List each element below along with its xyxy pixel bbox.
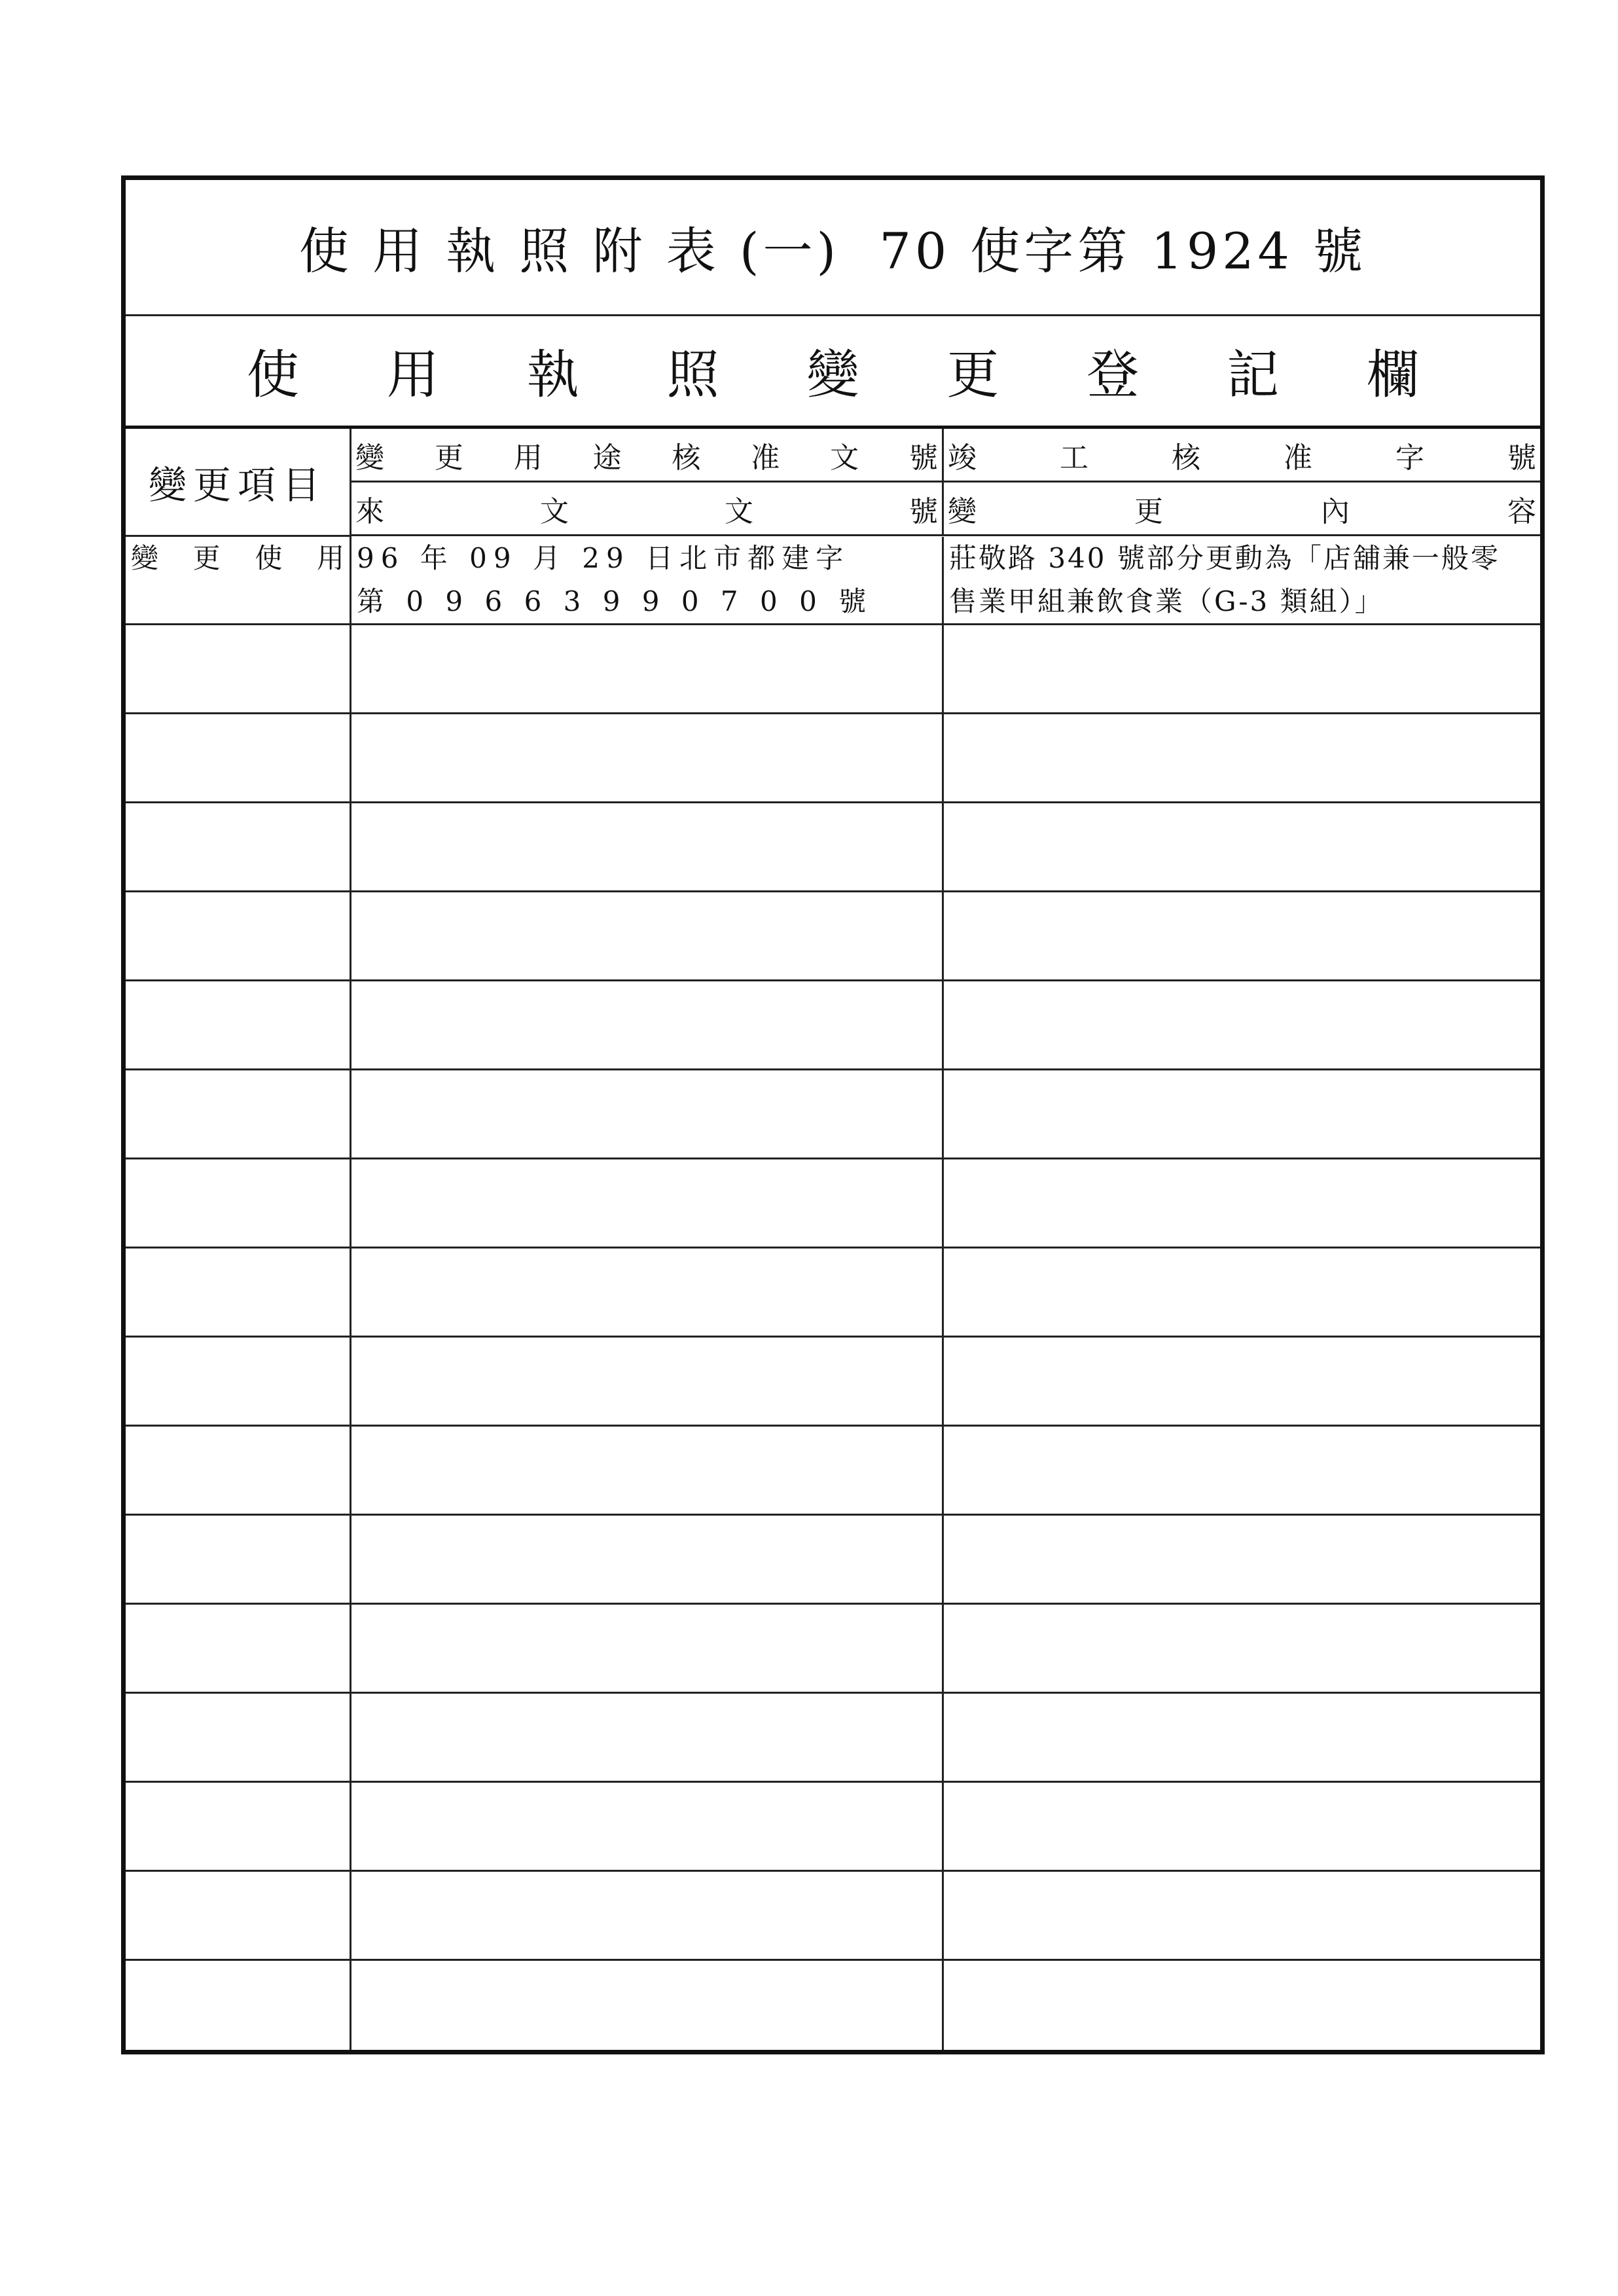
change-content-line-1: 莊敬路 340 號部分更動為「店舖兼一般零 [949,542,1500,574]
empty-cell [944,1338,1540,1425]
empty-cell [126,981,351,1068]
empty-cell [126,1783,351,1870]
form-title-text: 使 用 執 照 附 表 (一) 70 使字第 1924 號 [298,222,1367,280]
header-char: 核 [672,441,701,475]
table-row [126,537,1540,625]
item-char: 更 [192,542,221,574]
empty-cell [351,1694,944,1781]
subtitle-char: 變 [806,344,859,405]
header-char: 准 [1284,441,1312,475]
header-char: 內 [1321,494,1350,528]
empty-cell [126,892,351,979]
table-row [126,1516,1540,1605]
header-char: 更 [434,441,463,475]
header-char: 文 [830,441,859,475]
table-row [126,1605,1540,1694]
table-row [126,892,1540,981]
header-incoming-doc-no [351,483,944,536]
form-subtitle [126,314,1540,429]
subtitle-char: 登 [1087,344,1140,405]
subtitle-char: 更 [946,344,999,405]
subtitle-char: 用 [386,344,439,405]
empty-cell [944,1070,1540,1157]
empty-cell [944,625,1540,712]
table-row [126,1872,1540,1961]
table-row [126,714,1540,803]
table-row [126,803,1540,892]
empty-cell [126,1338,351,1425]
doc-no-cell [351,537,944,623]
header-char: 號 [908,441,938,475]
item-char: 用 [316,542,344,574]
empty-cell [944,1694,1540,1781]
header-change-item-label: 變更項目 [148,463,327,507]
table-row [126,1338,1540,1427]
empty-cell [126,1872,351,1959]
table-row [126,1427,1540,1516]
empty-cell [944,1516,1540,1603]
table-row [126,1248,1540,1338]
empty-cell [351,981,944,1068]
empty-cell [351,625,944,712]
header-char: 號 [909,494,938,528]
header-char: 變 [355,441,384,475]
empty-cell [944,714,1540,801]
empty-cell [351,1516,944,1603]
empty-cell [944,1872,1540,1959]
empty-cell [351,803,944,890]
header-char: 核 [1172,441,1200,475]
empty-cell [351,1338,944,1425]
item-char: 使 [255,542,283,574]
subtitle-char: 執 [526,344,579,405]
header-char: 容 [1507,494,1536,528]
doc-no-line-2: 第 0 9 6 6 3 9 9 0 7 0 0 號 [357,585,873,617]
empty-cell [126,714,351,801]
header-char: 來 [355,494,384,528]
empty-cell [351,1248,944,1336]
header-char: 字 [1395,441,1424,475]
header-char: 途 [592,441,622,475]
table-row [126,1159,1540,1248]
header-change-item [126,429,351,537]
empty-cell [351,714,944,801]
change-content-line-2: 售業甲組兼飲食業（G-3 類組）」 [949,585,1384,617]
empty-cell [944,1605,1540,1692]
empty-cell [351,892,944,979]
empty-cell [944,1961,1540,2050]
empty-cell [944,892,1540,979]
empty-cell [126,1605,351,1692]
header-completion-no [944,429,1540,483]
subtitle-char: 欄 [1367,344,1419,405]
empty-cell [351,1427,944,1514]
header-char: 變 [948,494,977,528]
header-char: 號 [1507,441,1536,475]
table-row [126,625,1540,714]
usage-license-form [121,175,1545,2054]
empty-cell [126,1248,351,1336]
empty-cell [351,1070,944,1157]
form-title [126,180,1540,316]
table-row [126,981,1540,1070]
change-item-cell [126,537,351,623]
empty-cell [351,1961,944,2050]
header-char: 更 [1134,494,1163,528]
subtitle-char: 照 [666,344,719,405]
header-char: 文 [540,494,569,528]
table-row [126,1070,1540,1159]
empty-cell [944,803,1540,890]
empty-cell [126,803,351,890]
empty-cell [126,1159,351,1247]
change-item-text [126,537,350,580]
header-char: 用 [513,441,543,475]
empty-cell [126,1516,351,1603]
table-row [126,1961,1540,2050]
empty-cell [126,625,351,712]
subtitle-char: 使 [247,344,299,405]
empty-cell [944,1159,1540,1247]
empty-cell [351,1159,944,1247]
empty-cell [944,1427,1540,1514]
empty-cell [351,1783,944,1870]
empty-cell [351,1605,944,1692]
item-char: 變 [131,542,159,574]
empty-cell [126,1070,351,1157]
change-content-cell [944,537,1540,623]
header-char: 工 [1060,441,1088,475]
empty-cell [944,1248,1540,1336]
empty-cell [126,1694,351,1781]
table-row [126,1694,1540,1783]
table-row [126,1783,1540,1872]
empty-cell [351,1872,944,1959]
header-char: 竣 [948,441,977,475]
empty-cell [126,1961,351,2050]
empty-cell [126,1427,351,1514]
empty-cell [944,1783,1540,1870]
doc-no-line-1: 96 年 09 月 29 日北市都建字 [357,542,850,574]
header-change-content [944,483,1540,536]
subtitle-char: 記 [1227,344,1280,405]
header-char: 文 [725,494,753,528]
empty-cell [944,981,1540,1068]
header-char: 准 [751,441,780,475]
header-approval-doc-no [351,429,944,483]
